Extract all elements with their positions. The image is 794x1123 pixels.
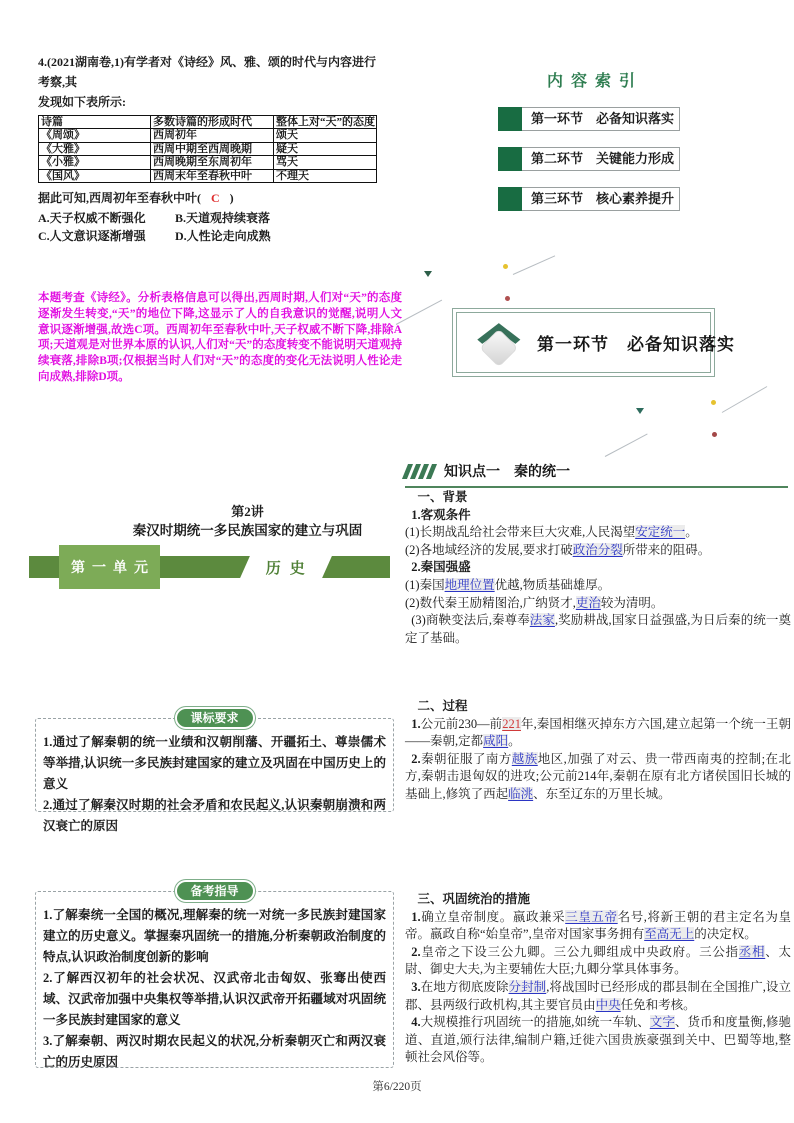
index-square-icon <box>498 187 522 211</box>
answer-blank: 至高无上 <box>644 927 695 942</box>
lecture-number: 第2讲 <box>231 504 264 519</box>
answer-analysis: 本题考查《诗经》。分析表格信息可以得出,西周时期,人们对“天”的态度逐渐发生转变,“天”的地位下降,这显示了人的自我意识的觉醒,说明人文意识逐渐增强,故选C项。西周初年至春秋中叶,天子权威不断下降,排除A项;天道观是对世界本原的认识,人们对“天”的态度转变不能说明天道观持续衰落,排除B项;仅根据当时人们对“天”的态度的变化无法说明人性论走向成熟,排除D项。 <box>38 292 402 383</box>
table-cell: 西周末年至春秋中叶 <box>151 169 274 182</box>
stem-suffix: ) <box>229 191 234 206</box>
unit-heading <box>100 503 395 541</box>
lecture-title: 秦汉时期统一多民族国家的建立与巩固 <box>132 523 363 538</box>
text-paragraph: 3.在地方彻底废除分封制,将战国时已经形成的郡县制在全国推广,设立郡、县两级行政机构,其主要官员由中央任免和考核。 <box>405 979 791 1012</box>
question-stem <box>38 188 385 208</box>
curriculum-item: 1.通过了解秦朝的统一业绩和汉朝削藩、开疆拓土、尊崇儒术等举措,认识统一多民族封建国家的建立及巩固在中国历史上的意义 <box>43 735 386 791</box>
answer-blank: 文字 <box>649 1015 675 1030</box>
question-text-line2: 发现如下表所示: <box>38 95 126 109</box>
table-cell: 西周初年 <box>151 129 274 142</box>
option-d: D.人性论走向成熟 <box>175 229 271 244</box>
option-b: B.天道观持续衰落 <box>175 211 271 226</box>
text-paragraph: 4.大规模推行巩固统一的措施,如统一车轨、文字、货币和度量衡,修驰道、直道,颁行法律,编制户籍,迁徙六国贵族豪强到关中、巴蜀等地,整顿社会风俗等。 <box>405 1015 791 1065</box>
subject-parallelogram <box>240 556 332 578</box>
answer-blank: 政治分裂 <box>572 542 623 557</box>
text-paragraph: (2)各地域经济的发展,要求打破政治分裂所带来的阻碍。 <box>405 542 711 557</box>
knowledge-block-background <box>405 489 791 647</box>
unit-label: 第一单元 <box>59 545 160 589</box>
table-cell: 《国风》 <box>39 169 151 182</box>
answer-blank: 安定统一 <box>635 525 686 540</box>
table-row <box>39 129 377 142</box>
text-paragraph: 二、过程 <box>417 699 468 713</box>
slash-bars-icon <box>405 464 434 479</box>
question-text-line1: 4.(2021湖南卷,1)有学者对《诗经》风、雅、颂的时代与内容进行考察,其 <box>38 55 376 89</box>
subject-label: 历史 <box>266 559 315 577</box>
text-paragraph: 1.确立皇帝制度。嬴政兼采三皇五帝名号,将新王朝的君主定名为皇帝。嬴政自称“始皇帝”,皇帝对国家事务拥有至高无上的决定权。 <box>405 909 791 942</box>
text-paragraph: (1)长期战乱给社会带来巨大灾难,人民渴望安定统一。 <box>405 525 698 540</box>
decor-dot-icon <box>503 264 508 269</box>
text-paragraph: 1.客观条件 <box>411 507 471 522</box>
answer-blank: 地理位置 <box>444 577 495 592</box>
curriculum-requirements-box <box>35 711 394 833</box>
section-banner-inner <box>456 312 735 373</box>
answer-blank: 临洮 <box>508 786 534 801</box>
stem-prefix: 据此可知,西周初年至春秋中叶( <box>38 191 201 206</box>
table-cell: 颂天 <box>274 129 377 142</box>
text-paragraph: 1.公元前230—前221年,秦国相继灭掉东方六国,建立起第一个统一王朝——秦朝,定都咸阳。 <box>405 716 791 749</box>
decor-triangle-icon <box>424 271 432 277</box>
table-cell: 疑天 <box>274 142 377 155</box>
table-cell: 西周晚期至东周初年 <box>151 156 274 169</box>
text-paragraph: (2)数代秦王励精图治,广纳贤才,吏治较为清明。 <box>405 595 664 610</box>
exam-prep-guidance-box <box>35 884 394 1069</box>
page-number: 第6/220页 <box>372 1081 422 1093</box>
answer-blank: 越族 <box>511 751 538 766</box>
table-header-cell: 整体上对“天”的态度 <box>274 116 377 129</box>
answer-blank: 分封制 <box>508 979 547 994</box>
exam-question <box>38 52 385 245</box>
table-row <box>39 142 377 155</box>
table-row <box>39 169 377 182</box>
knowledge-point-title: 知识点一 秦的统一 <box>444 465 570 480</box>
guidance-item: 1.了解秦统一全国的概况,理解秦的统一对统一多民族封建国家建立的历史意义。掌握秦巩固统一的措施,分析秦朝政治制度的特点,认识政治制度创新的影响 <box>43 908 386 964</box>
decor-line <box>605 434 648 457</box>
question-options <box>38 209 385 245</box>
index-item-1 <box>498 107 740 131</box>
exam-prep-guidance-pill: 备考指导 <box>176 882 252 900</box>
text-paragraph: 三、巩固统治的措施 <box>417 892 531 906</box>
decor-line <box>396 300 442 325</box>
answer-blank: 咸阳 <box>483 734 509 749</box>
table-cell: 《大雅》 <box>39 142 151 155</box>
decor-dot-icon <box>712 432 717 437</box>
table-cell: 《小雅》 <box>39 156 151 169</box>
curriculum-requirements-pill: 课标要求 <box>176 709 252 727</box>
table-row <box>39 156 377 169</box>
index-item-2 <box>498 147 740 171</box>
table-header-row <box>39 116 377 129</box>
knowledge-point-header <box>405 461 788 488</box>
index-square-icon <box>498 107 522 131</box>
index-square-icon <box>498 147 522 171</box>
table-cell: 骂天 <box>274 156 377 169</box>
index-item-label: 第三环节 核心素养提升 <box>522 187 680 211</box>
answer-blank: 221 <box>502 716 521 731</box>
table-header-cell: 诗篇 <box>39 116 151 129</box>
text-paragraph: 一、背景 <box>417 490 468 504</box>
section-banner-label: 第一环节 必备知识落实 <box>537 335 735 354</box>
decor-triangle-icon <box>636 408 644 414</box>
text-paragraph: 2.皇帝之下设三公九卿。三公九卿组成中央政府。三公指丞相、太尉、御史大夫,为主要辅佐大臣;九卿分掌具体事务。 <box>405 944 791 977</box>
text-paragraph: (1)秦国地理位置优越,物质基础雄厚。 <box>405 577 611 592</box>
table-header-cell: 多数诗篇的形成时代 <box>151 116 274 129</box>
option-a: A.天子权威不断强化 <box>38 211 146 226</box>
question-table <box>38 115 377 183</box>
curriculum-item: 2.通过了解秦汉时期的社会矛盾和农民起义,认识秦朝崩溃和两汉衰亡的原因 <box>43 798 386 833</box>
index-item-3 <box>498 187 740 211</box>
answer-blank: 丞相 <box>738 944 766 959</box>
text-paragraph: 2.秦朝征服了南方越族地区,加强了对云、贵一带西南夷的控制;在北方,秦朝击退匈奴的进攻;公元前214年,秦朝在原有北方诸侯国旧长城的基础上,修筑了西起临洮、东至辽东的万里长城。 <box>405 751 791 801</box>
knowledge-block-measures <box>405 891 791 1067</box>
decor-line <box>513 255 555 275</box>
decor-dot-icon <box>711 400 716 405</box>
answer-blank: 吏治 <box>575 595 601 610</box>
text-paragraph: 2.秦国强盛 <box>411 560 471 575</box>
guidance-item: 3.了解秦朝、两汉时期农民起义的状况,分析秦朝灭亡和两汉衰亡的历史原因 <box>43 1034 386 1069</box>
index-item-label: 第一环节 必备知识落实 <box>522 107 680 131</box>
correct-answer: C <box>211 191 220 206</box>
diamond-chevron-icon <box>469 314 527 372</box>
option-c: C.人文意识逐渐增强 <box>38 229 146 244</box>
answer-blank: 三皇五帝 <box>565 909 618 924</box>
section-banner <box>452 308 735 377</box>
index-item-label: 第二环节 关键能力形成 <box>522 147 680 171</box>
table-cell: 不理天 <box>274 169 377 182</box>
content-index-title: 内容索引 <box>546 73 643 90</box>
content-index <box>450 68 740 211</box>
table-cell: 西周中期至西周晚期 <box>151 142 274 155</box>
answer-blank: 法家 <box>529 613 555 628</box>
answer-blank: 中央 <box>595 997 621 1012</box>
guidance-item: 2.了解西汉初年的社会状况、汉武帝北击匈奴、张骞出使西域、汉武帝加强中央集权等举措,认识汉武帝开拓疆域对巩固统一多民族封建国家的意义 <box>43 971 386 1027</box>
decor-dot-icon <box>505 296 510 301</box>
text-paragraph: (3)商鞅变法后,秦尊奉法家,奖励耕战,国家日益强盛,为日后秦的统一奠定了基础。 <box>405 613 791 645</box>
table-cell: 《周颂》 <box>39 129 151 142</box>
knowledge-block-process <box>405 698 791 804</box>
decor-line <box>722 386 768 413</box>
